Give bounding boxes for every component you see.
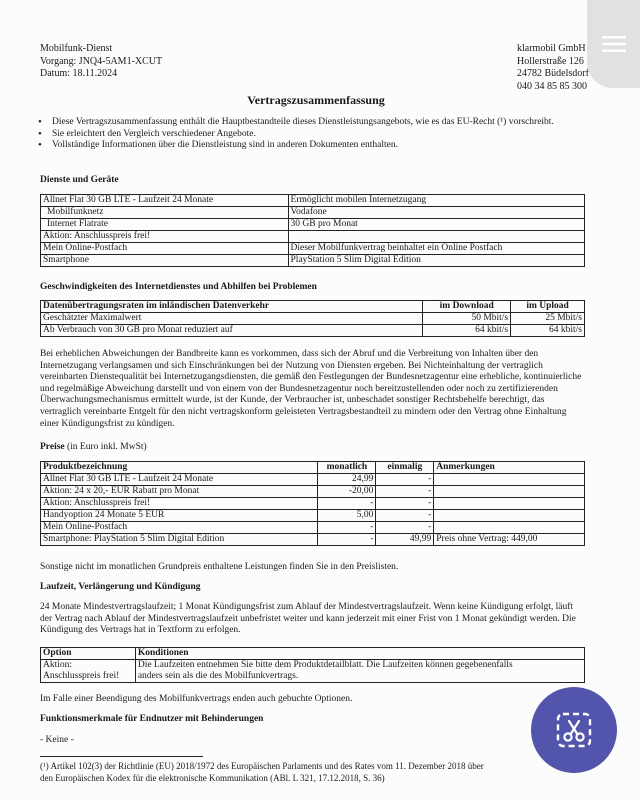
table-cell [434, 498, 585, 510]
condition-line: Die Laufzeiten entnehmen Sie bitte dem Produktdetailblatt. Die Laufzeiten können gegebenenfalls [137, 660, 513, 670]
table-cell: Mobilfunknetz [41, 207, 289, 219]
company-city: 24782 Büdelsdorf [517, 68, 589, 79]
header-right [517, 43, 589, 93]
column-header: Datenübertragungsraten im inländischen Datenverkehr [41, 301, 423, 313]
process-id: Vorgang: JNQ4-5AM1-XCUT [40, 55, 163, 67]
option-line: Anschlusspreis frei! [43, 671, 120, 681]
footnote [40, 760, 600, 784]
table-row [41, 510, 585, 522]
footnote-line: (¹) Artikel 102(3) der Richtlinie (EU) 2018/1972 des Europäischen Parlaments und des Rates vom 11. Dezember 2018 über [40, 761, 484, 771]
table-cell: PlayStation 5 Slim Digital Edition [288, 255, 584, 267]
column-header: Konditionen [135, 648, 584, 660]
table-row [41, 534, 585, 546]
table-row [41, 243, 585, 255]
table-cell: Mein Online-Postfach [41, 522, 318, 534]
footnote-divider [40, 756, 203, 757]
column-header: im Download [423, 301, 511, 313]
table-cell: - [376, 474, 434, 486]
table-cell: Handyoption 24 Monate 5 EUR [41, 510, 318, 522]
services-table [40, 194, 585, 267]
page-title: Vertragszusammenfassung [247, 93, 385, 107]
laufzeit-paragraph: 24 Monate Mindestvertragslaufzeit; 1 Monat Kündigungsfrist zum Ablauf der Mindestvertragslaufzeit. Wenn keine Kündigung erfolgt, läuft der Vertrag nach Ablauf der Mindestvertragslaufzeit unbefristet weiter und kann jederzeit mit einer Frist von 1 Monat gekündigt werden. Die Kündigung des Vertrags hat in Textform zu erfolgen. [40, 602, 576, 636]
table-cell: Internet Flatrate [41, 219, 289, 231]
options-table [40, 647, 585, 683]
table-cell [41, 660, 136, 683]
table-cell: - [318, 522, 376, 534]
menu-button[interactable] [587, 0, 640, 88]
option-line: Aktion: [43, 660, 73, 670]
column-header: im Upload [511, 301, 585, 313]
table-row [41, 231, 585, 243]
table-cell: Aktion: Anschlusspreis frei! [41, 231, 289, 243]
table-cell: - [318, 498, 376, 510]
table-cell [434, 522, 585, 534]
table-cell: Preis ohne Vertrag: 449,00 [434, 534, 585, 546]
table-cell: - [318, 534, 376, 546]
section-heading-speed: Geschwindigkeiten des Internetdienstes und Abhilfen bei Problemen [40, 282, 317, 292]
table-row [41, 522, 585, 534]
company-phone: 040 34 85 85 300 [517, 80, 587, 92]
table-cell: Mein Online-Postfach [41, 243, 289, 255]
table-cell [135, 660, 584, 683]
table-cell: Aktion: 24 x 20,- EUR Rabatt pro Monat [41, 486, 318, 498]
table-cell [434, 510, 585, 522]
header-left [40, 43, 162, 81]
table-cell [434, 474, 585, 486]
table-row [41, 313, 585, 325]
table-cell: -20,00 [318, 486, 376, 498]
table-row [41, 195, 585, 207]
table-cell: 49,99 [376, 534, 434, 546]
table-cell: Aktion: Anschlusspreis frei! [41, 498, 318, 510]
table-cell: Smartphone [41, 255, 289, 267]
table-header-row [41, 462, 585, 474]
table-row [41, 207, 585, 219]
condition-line: anders sein als die des Mobilfunkvertrags. [137, 671, 299, 681]
scissors-crop-button[interactable] [531, 687, 617, 773]
table-cell: Allnet Flat 30 GB LTE - Laufzeit 24 Monate [41, 474, 318, 486]
laufzeit-note: Im Falle einer Beendigung des Mobilfunkvertrags enden auch gebuchte Optionen. [40, 694, 353, 704]
table-cell: Dieser Mobilfunkvertrag beinhaltet ein Online Postfach [288, 243, 584, 255]
table-row [41, 474, 585, 486]
service-type: Mobilfunk-Dienst [40, 43, 113, 54]
bullet-item: • Vollständige Informationen über die Dienstleistung sind in anderen Dokumenten enthalten. [38, 140, 598, 152]
table-header-row [41, 301, 585, 313]
table-cell: Geschätzter Maximalwert [41, 313, 423, 325]
section-heading-dienste: Dienste und Geräte [40, 175, 119, 185]
section-heading-preise [40, 442, 585, 454]
table-cell: - [376, 486, 434, 498]
column-header: Produktbezeichnung [41, 462, 318, 474]
table-cell: - [376, 510, 434, 522]
table-cell: Ab Verbrauch von 30 GB pro Monat reduziert auf [41, 325, 423, 337]
table-cell: Vodafone [288, 207, 584, 219]
table-cell: 25 Mbit/s [511, 313, 585, 325]
table-row [41, 498, 585, 510]
section-heading-behinderung: Funktionsmerkmale für Endnutzer mit Behinderungen [40, 714, 264, 724]
column-header: monatlich [318, 462, 376, 474]
scissors-crop-icon [553, 709, 595, 751]
table-cell: 50 Mbit/s [423, 313, 511, 325]
table-cell: 24,99 [318, 474, 376, 486]
behinderung-text: - Keine - [40, 735, 74, 745]
preise-heading-note: (in Euro inkl. MwSt) [67, 442, 147, 452]
table-cell [288, 231, 584, 243]
table-row [41, 486, 585, 498]
speed-table [40, 300, 585, 337]
company-name: klarmobil GmbH [517, 43, 586, 54]
intro-bullets [38, 117, 598, 152]
table-cell: 30 GB pro Monat [288, 219, 584, 231]
table-cell: - [376, 522, 434, 534]
prices-table [40, 461, 585, 546]
company-street: Hollerstraße 126 [517, 55, 584, 67]
document-date: Datum: 18.11.2024 [40, 68, 118, 79]
footnote-line: den Europäischen Kodex für die elektronische Kommunikation (ABl. L 321, 17.12.2018, S. 36) [40, 773, 385, 783]
table-row [41, 219, 585, 231]
prices-note: Sonstige nicht im monatlichen Grundpreis enthaltene Leistungen finden Sie in den Preislisten. [40, 562, 399, 572]
table-cell: 64 kbit/s [511, 325, 585, 337]
section-heading-laufzeit: Laufzeit, Verlängerung und Kündigung [40, 582, 201, 592]
table-row [41, 325, 585, 337]
table-cell [434, 486, 585, 498]
table-row [41, 660, 585, 683]
table-cell: - [376, 498, 434, 510]
table-cell: Allnet Flat 30 GB LTE - Laufzeit 24 Monate [41, 195, 289, 207]
column-header: Anmerkungen [434, 462, 585, 474]
preise-heading: Preise [40, 442, 65, 452]
table-cell: Smartphone: PlayStation 5 Slim Digital Edition [41, 534, 318, 546]
hamburger-menu-icon [600, 33, 628, 55]
table-row [41, 255, 585, 267]
table-cell: 5,00 [318, 510, 376, 522]
table-header-row [41, 648, 585, 660]
table-cell: 64 kbit/s [423, 325, 511, 337]
table-cell: Ermöglicht mobilen Internetzugang [288, 195, 584, 207]
speed-paragraph: Bei erheblichen Abweichungen der Bandbreite kann es vorkommen, dass sich der Abruf und die Verbreitung von Inhalten über den Internetzugang verlangsamen und sich Einschränkungen bei der Nutzung von Diensten ergeben. Bei Nichteinhaltung der vertraglich vereinbarten Dienstequalität bei Internetzugangsdiensten, die gemäß den Festlegungen der Bundesnetzagentur eine erhebliche, kontinuierliche und regelmäßige Abweichung darstellt und von einem von der Bundesnetzagentur noch bereitzustellenden oder noch zu zertifizierenden Überwachungsmechanismus ermittelt wurde, ist der Kunde, der Verbraucher ist, unbeschadet sonstiger Rechtsbehelfe berechtigt, das vertraglich vereinbarte Entgelt für den nicht vertragskonform geleisteten Vertragsbestandteil zu mindern oder den Vertrag ohne Einhaltung einer Kündigungsfrist zu kündigen. [40, 349, 582, 429]
column-header: einmalig [376, 462, 434, 474]
bullet-item: • Diese Vertragszusammenfassung enthält die Hauptbestandteile dieses Dienstleistungsangebots, wie es das EU-Recht (¹) vorschreibt. [38, 117, 598, 129]
bullet-item: • Sie erleichtert den Vergleich verschiedener Angebote. [38, 129, 598, 141]
column-header: Option [41, 648, 136, 660]
